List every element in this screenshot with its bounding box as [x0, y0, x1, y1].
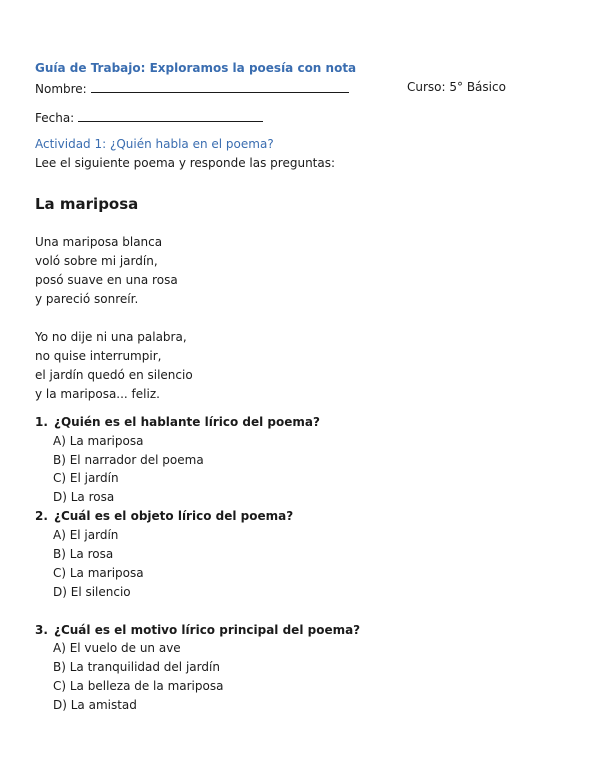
question-number: 3. — [35, 623, 48, 637]
date-input-line[interactable] — [78, 109, 263, 122]
poem-title: La mariposa — [35, 195, 139, 213]
poem-line: no quise interrumpir, — [35, 349, 162, 363]
name-input-line[interactable] — [91, 80, 349, 93]
answer-option[interactable]: D) La amistad — [53, 698, 137, 712]
poem-line: Yo no dije ni una palabra, — [35, 330, 187, 344]
poem-line: y pareció sonreír. — [35, 292, 139, 306]
answer-option[interactable]: A) El jardín — [53, 528, 119, 542]
poem-line: posó suave en una rosa — [35, 273, 178, 287]
activity-instructions: Lee el siguiente poema y responde las preguntas: — [35, 156, 336, 170]
name-row — [35, 80, 349, 96]
answer-option[interactable]: A) La mariposa — [53, 434, 144, 448]
activity-title: Actividad 1: ¿Quién habla en el poema? — [35, 137, 274, 151]
question-2 — [35, 509, 435, 525]
answer-option[interactable]: D) El silencio — [53, 585, 131, 599]
question-1 — [35, 415, 435, 431]
answer-option[interactable]: A) El vuelo de un ave — [53, 641, 181, 655]
question-number: 1. — [35, 415, 48, 429]
poem-line: Una mariposa blanca — [35, 235, 163, 249]
poem-line: el jardín quedó en silencio — [35, 368, 193, 382]
question-text: ¿Cuál es el motivo lírico principal del poema? — [54, 623, 361, 637]
answer-option[interactable]: C) El jardín — [53, 471, 119, 485]
date-row — [35, 109, 263, 125]
answer-option[interactable]: B) La tranquilidad del jardín — [53, 660, 220, 674]
date-label: Fecha: — [35, 111, 75, 125]
question-text: ¿Quién es el hablante lírico del poema? — [54, 415, 320, 429]
poem-line: voló sobre mi jardín, — [35, 254, 158, 268]
question-number: 2. — [35, 509, 48, 523]
question-text: ¿Cuál es el objeto lírico del poema? — [54, 509, 294, 523]
worksheet-title: Guía de Trabajo: Exploramos la poesía con nota — [35, 61, 357, 75]
answer-option[interactable]: D) La rosa — [53, 490, 115, 504]
poem-line: y la mariposa... feliz. — [35, 387, 160, 401]
answer-option[interactable]: C) La mariposa — [53, 566, 144, 580]
course-label: Curso: 5° Básico — [407, 80, 506, 94]
answer-option[interactable]: B) El narrador del poema — [53, 453, 204, 467]
name-label: Nombre: — [35, 82, 87, 96]
answer-option[interactable]: B) La rosa — [53, 547, 114, 561]
answer-option[interactable]: C) La belleza de la mariposa — [53, 679, 224, 693]
question-3 — [35, 623, 435, 639]
